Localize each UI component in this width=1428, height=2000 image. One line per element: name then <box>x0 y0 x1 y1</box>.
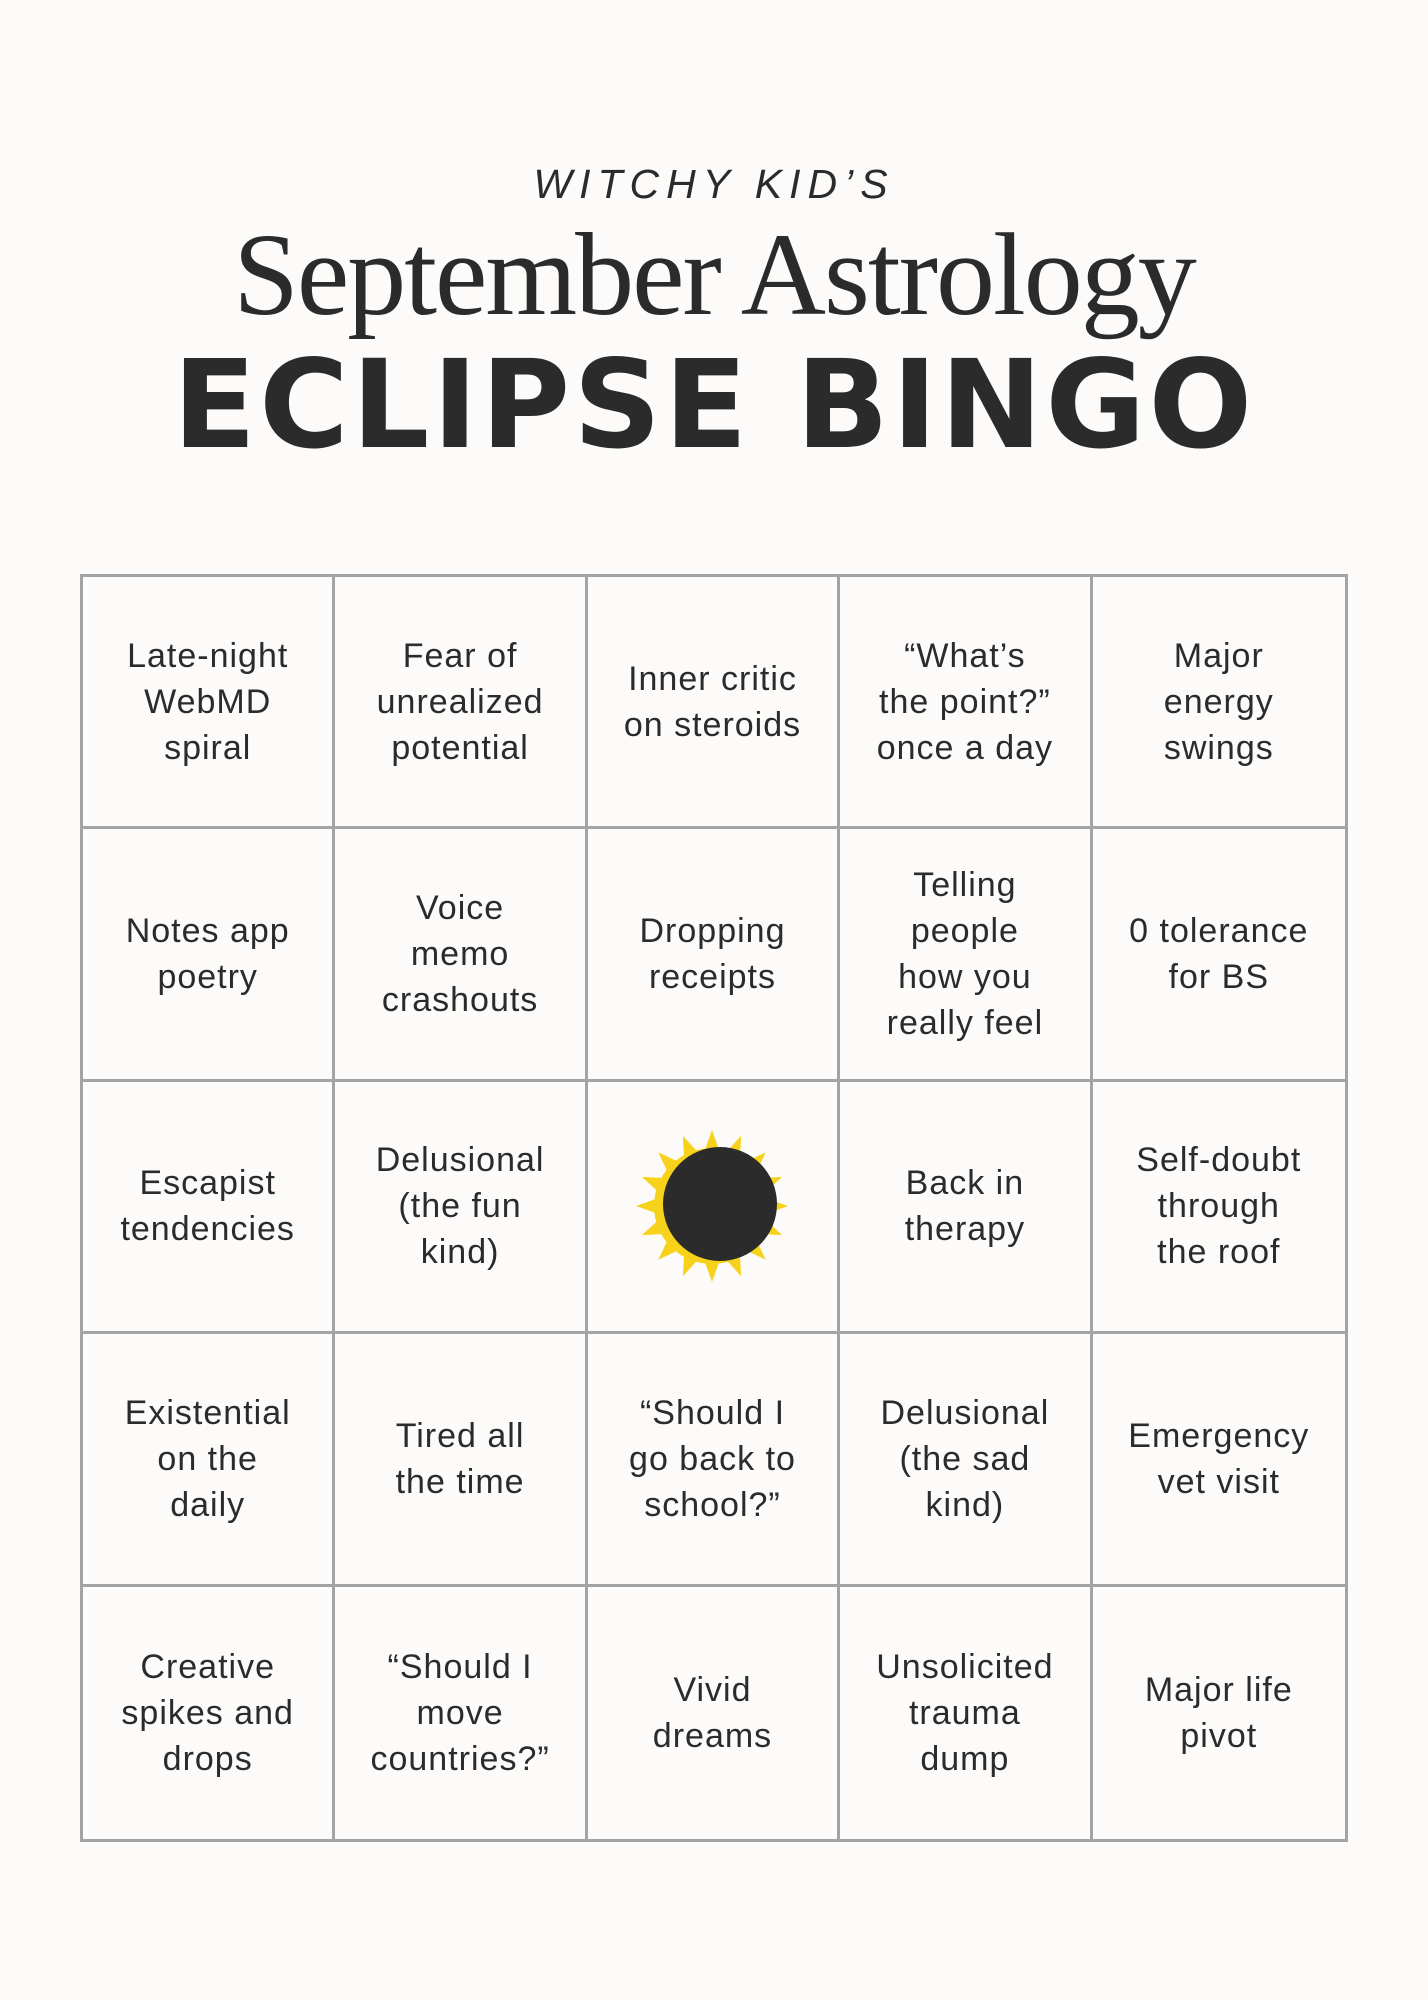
bingo-cell-label: Self-doubt through the roof <box>1136 1141 1302 1272</box>
eyebrow-text: WITCHY KID’S <box>533 161 895 207</box>
bingo-cell[interactable] <box>335 1587 587 1839</box>
bingo-cell-label: “Should I move countries?” <box>370 1647 550 1778</box>
bingo-cell-label: Dropping receipts <box>639 912 786 997</box>
bingo-cell[interactable] <box>83 577 335 829</box>
bingo-cell[interactable] <box>588 829 840 1081</box>
solar-eclipse-icon <box>627 1121 797 1291</box>
bingo-cell[interactable] <box>335 829 587 1081</box>
bingo-cell[interactable] <box>1093 577 1345 829</box>
bingo-cell[interactable] <box>840 829 1092 1081</box>
bingo-cell-label: “Should I go back to school?” <box>629 1393 796 1524</box>
bingo-cell-label: Voice memo crashouts <box>381 889 539 1020</box>
bingo-cell-label: Emergency vet visit <box>1128 1416 1310 1501</box>
bingo-cell-label: Major energy swings <box>1163 636 1274 767</box>
bingo-cell[interactable] <box>1093 1587 1345 1839</box>
bingo-cell[interactable] <box>83 829 335 1081</box>
page-title: September Astrology <box>233 209 1195 340</box>
bingo-cell[interactable] <box>335 577 587 829</box>
bingo-cell-label: Tired all the time <box>395 1416 525 1501</box>
bingo-cell-label: Creative spikes and drops <box>121 1647 294 1778</box>
bingo-cell[interactable] <box>335 1082 587 1334</box>
bingo-cell-label: Notes app poetry <box>125 912 290 997</box>
bingo-cell[interactable] <box>588 1587 840 1839</box>
bingo-cell-label: Back in therapy <box>904 1164 1026 1249</box>
bingo-board <box>80 574 1348 1842</box>
bingo-cell-label: Late-night WebMD spiral <box>127 636 289 767</box>
bingo-cell[interactable] <box>840 1082 1092 1334</box>
bingo-cell-label: Escapist tendencies <box>120 1164 295 1249</box>
bingo-cell-label: Existential on the daily <box>124 1393 291 1524</box>
bingo-cell[interactable] <box>1093 829 1345 1081</box>
bingo-cell[interactable] <box>840 1587 1092 1839</box>
bingo-cell-label: Fear of unrealized potential <box>376 636 544 767</box>
bingo-cell[interactable] <box>83 1334 335 1586</box>
bingo-cell-label: “What’s the point?” once a day <box>876 636 1054 767</box>
bingo-cell-label: Telling people how you really feel <box>886 866 1044 1043</box>
bingo-cell[interactable] <box>1093 1082 1345 1334</box>
bingo-cell[interactable] <box>588 577 840 829</box>
bingo-cell[interactable] <box>1093 1334 1345 1586</box>
bingo-cell-label: Unsolicited trauma dump <box>876 1647 1054 1778</box>
bingo-cell-label: Major life pivot <box>1144 1670 1293 1755</box>
page-subtitle: ECLIPSE BINGO <box>172 334 1256 476</box>
bingo-cell-label: Delusional (the fun kind) <box>375 1141 545 1272</box>
bingo-cell-label: 0 tolerance for BS <box>1129 912 1309 997</box>
bingo-cell-label: Delusional (the sad kind) <box>880 1393 1050 1524</box>
bingo-cell[interactable] <box>83 1587 335 1839</box>
bingo-cell[interactable] <box>588 1334 840 1586</box>
bingo-cell[interactable] <box>840 577 1092 829</box>
bingo-cell[interactable] <box>335 1334 587 1586</box>
bingo-cell[interactable] <box>83 1082 335 1334</box>
bingo-free-space[interactable] <box>588 1082 840 1334</box>
bingo-cell-label: Vivid dreams <box>652 1670 773 1755</box>
bingo-cell[interactable] <box>840 1334 1092 1586</box>
bingo-cell-label: Inner critic on steroids <box>623 659 802 744</box>
